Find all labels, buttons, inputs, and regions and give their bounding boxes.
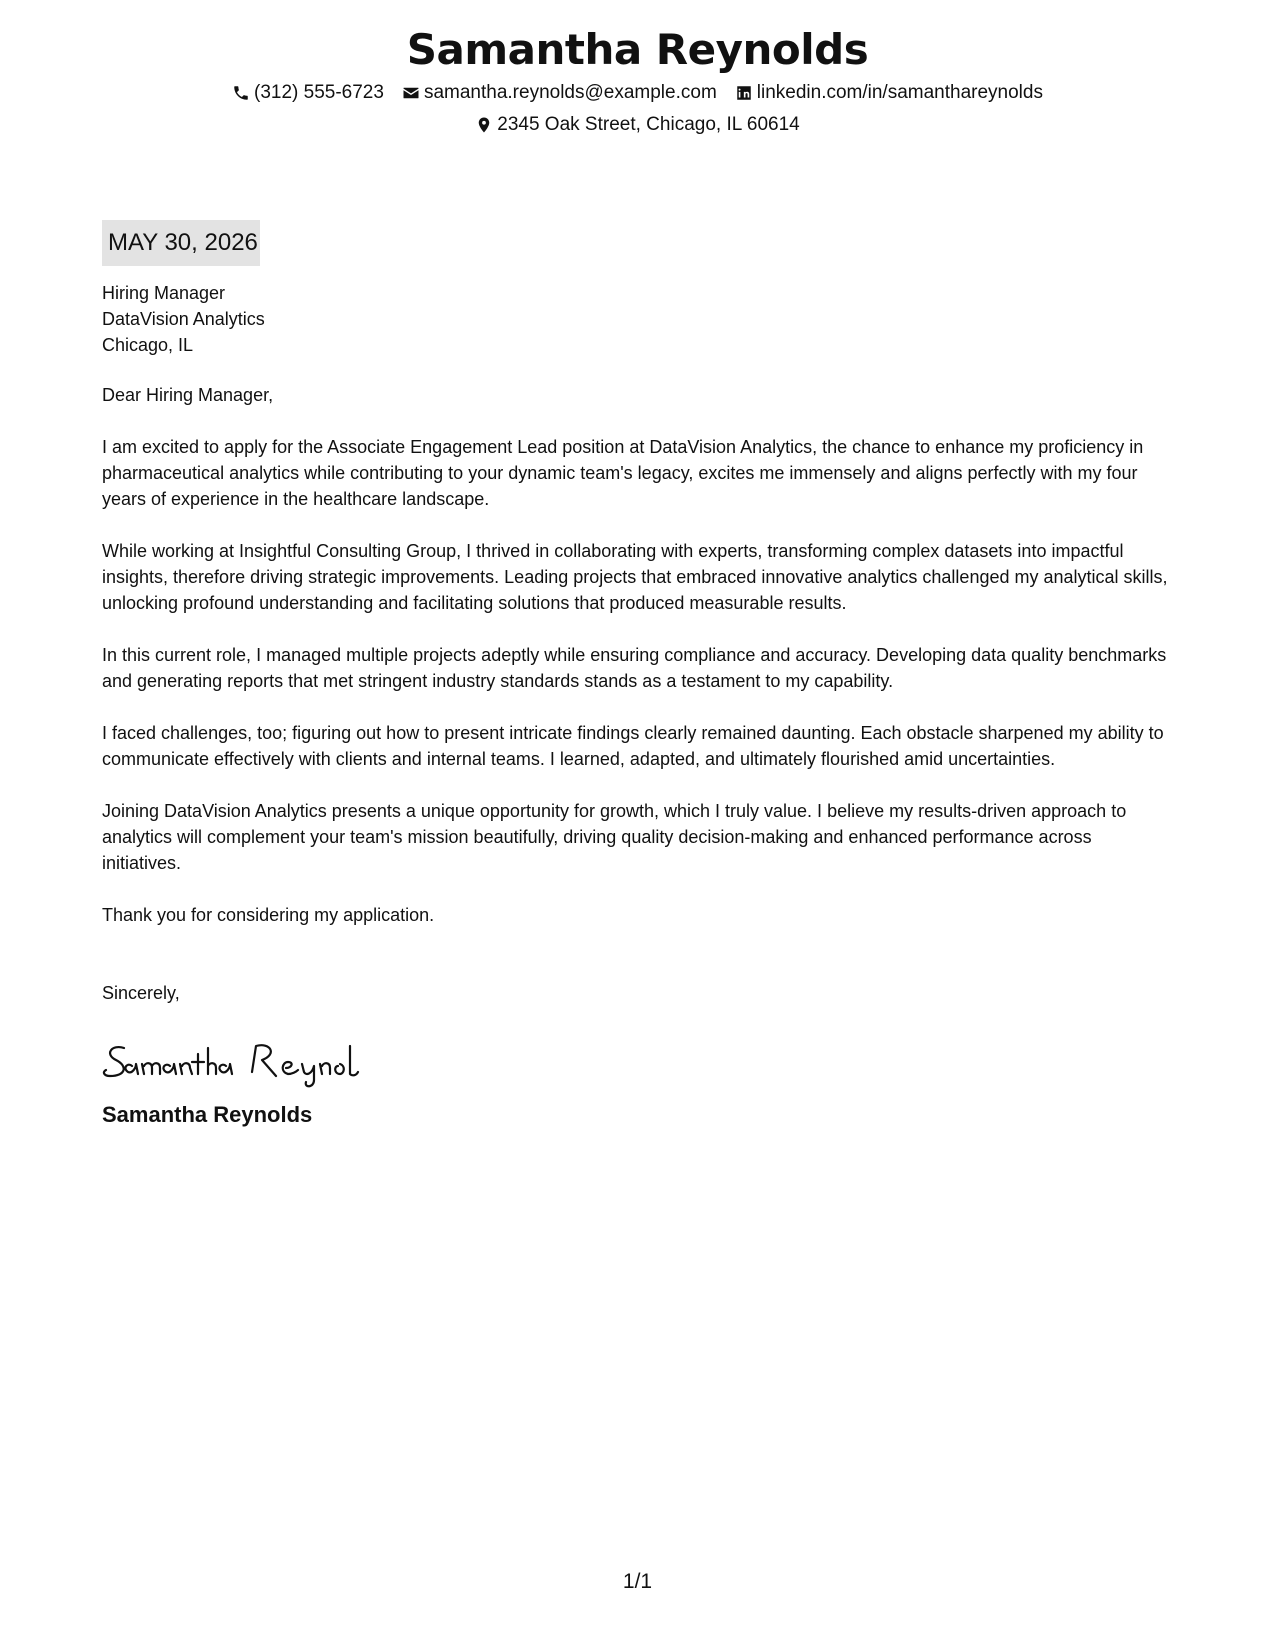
paragraph-1: I am excited to apply for the Associate Engagement Lead position at DataVision Analytics, the chance to enhance my proficiency in pharmaceutical analytics while contributing to your dynamic team's legacy, excites me immensely and aligns perfectly with my four years of experience in the healthcare landscape. (102, 437, 1144, 509)
signature-drawing (102, 1032, 362, 1088)
recipient-company: DataVision Analytics (102, 309, 265, 329)
paragraph-5: Joining DataVision Analytics presents a unique opportunity for growth, which I truly value. I believe my results-driven approach to analytics will complement your team's mission beautifully, driving quality decision-making and enhanced performance across initiatives. (102, 801, 1127, 873)
recipient-location: Chicago, IL (102, 335, 194, 355)
handwritten-signature (102, 1032, 1172, 1088)
envelope-icon (402, 84, 420, 102)
paragraph-4: I faced challenges, too; figuring out how to present intricate findings clearly remained daunting. Each obstacle sharpened my ability to communicate effectively with clients and internal teams. I learned, adapted, and ultimately flourished amid uncertainties. (102, 723, 1164, 769)
applicant-name: Samantha Reynolds (406, 25, 869, 74)
map-marker-icon (475, 116, 493, 134)
paragraph-thanks: Thank you for considering my application. (102, 905, 435, 925)
paragraph-2: While working at Insightful Consulting Group, I thrived in collaborating with experts, transforming complex datasets into impactful insights, therefore driving strategic improvements. Leading projects that embraced innovative analytics challenged my analytical skills, unlocking profound understanding and facilitating solutions that produced measurable results. (102, 541, 1168, 613)
recipient-title: Hiring Manager (102, 283, 226, 303)
contact-row-primary (0, 80, 1275, 106)
email-link[interactable]: samantha.reynolds@example.com (423, 82, 717, 103)
phone-text: (312) 555-6723 (254, 82, 384, 103)
page-number: 1/1 (622, 1570, 653, 1593)
letter-header (0, 24, 1275, 138)
linkedin-link[interactable]: linkedin.com/in/samanthareynolds (756, 82, 1043, 103)
contact-address (475, 112, 799, 138)
paragraph-3: In this current role, I managed multiple projects adeptly while ensuring compliance and accuracy. Developing data quality benchmarks and generating reports that met stringent industry standards stands as a testament to my capability. (102, 645, 1167, 691)
contact-phone (232, 80, 384, 106)
contact-email[interactable] (402, 80, 717, 106)
linkedin-icon (735, 84, 753, 102)
contact-row-address (0, 112, 1275, 138)
contact-linkedin[interactable] (735, 80, 1043, 106)
salutation: Dear Hiring Manager, (102, 385, 274, 405)
recipient-block (102, 280, 1172, 358)
signed-name: Samantha Reynolds (102, 1102, 313, 1127)
address-text: 2345 Oak Street, Chicago, IL 60614 (497, 114, 800, 135)
letter-body (102, 220, 1172, 1128)
letter-date: MAY 30, 2026 (102, 220, 260, 266)
phone-icon (232, 84, 250, 102)
closing: Sincerely, (102, 983, 180, 1003)
